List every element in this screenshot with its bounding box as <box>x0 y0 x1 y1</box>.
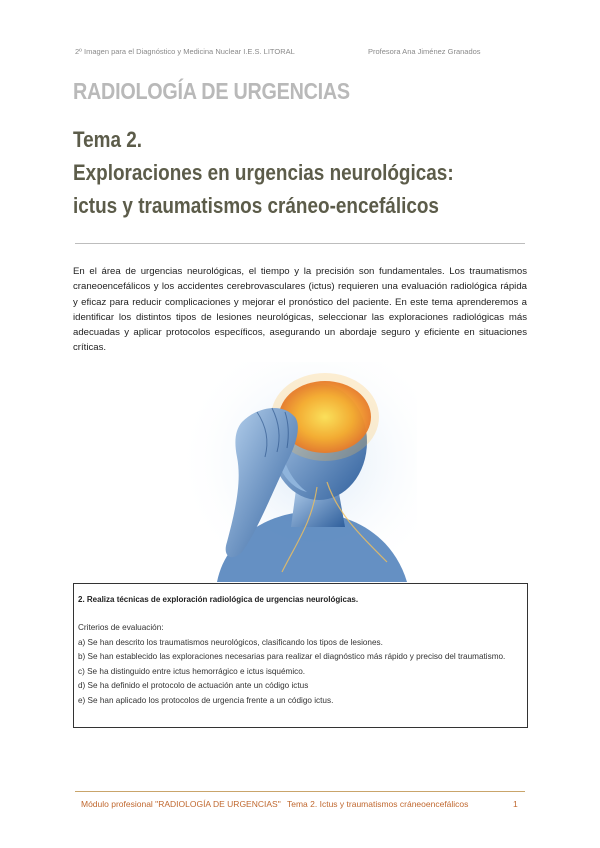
criteria-list <box>78 621 522 708</box>
topic-title-line-1: Exploraciones en urgencias neurológicas: <box>73 160 454 185</box>
footer-topic: Tema 2. Ictus y traumatismos cráneoencefálicos <box>287 799 469 809</box>
criteria-item: e) Se han aplicado los protocolos de urgencia frente a un código ictus. <box>78 695 334 705</box>
header-course: 2º Imagen para el Diagnóstico y Medicina Nuclear I.E.S. LITORAL <box>75 47 295 56</box>
topic-title <box>73 123 454 222</box>
topic-number: Tema 2. <box>73 127 143 152</box>
evaluation-criteria-box <box>73 583 528 728</box>
criteria-item: c) Se ha distinguido entre ictus hemorrágico e ictus isquémico. <box>78 666 306 676</box>
headache-brain-illustration <box>187 362 417 582</box>
title-divider <box>75 243 525 244</box>
criteria-item: d) Se ha definido el protocolo de actuación ante un código ictus <box>78 681 309 690</box>
intro-paragraph: En el área de urgencias neurológicas, el tiempo y la precisión son fundamentales. Los traumatismos craneoencefálicos y los accidentes cerebrovasculares (ictus) requieren una evaluación radiológica rápida y eficaz para reducir complicaciones y mejorar el pronóstico del paciente. En este tema aprenderemos a identificar los distintos tipos de lesiones neurológicas, seleccionar las exploraciones radiológicas más adecuadas y aplicar protocolos específicos, asegurando un abordaje seguro y eficiente en situaciones críticas. <box>73 266 527 354</box>
topic-title-line-2: ictus y traumatismos cráneo-encefálicos <box>73 193 439 218</box>
learning-outcome-title: 2. Realiza técnicas de exploración radiológica de urgencias neurológicas. <box>78 595 359 604</box>
subject-title: RADIOLOGÍA DE URGENCIAS <box>73 78 350 104</box>
footer-divider <box>75 791 525 792</box>
footer-module: Módulo profesional "RADIOLOGÍA DE URGENCIAS" <box>81 799 281 809</box>
header-teacher: Profesora Ana Jiménez Granados <box>368 47 481 56</box>
criteria-item: a) Se han descrito los traumatismos neurológicos, clasificando los tipos de lesiones. <box>78 637 383 647</box>
page-footer <box>81 799 521 809</box>
criteria-label: Criterios de evaluación: <box>78 623 164 632</box>
page-number: 1 <box>513 799 518 809</box>
criteria-item: b) Se han establecido las exploraciones necesarias para realizar el diagnóstico más rápido y preciso del traumatismo. <box>78 652 506 661</box>
